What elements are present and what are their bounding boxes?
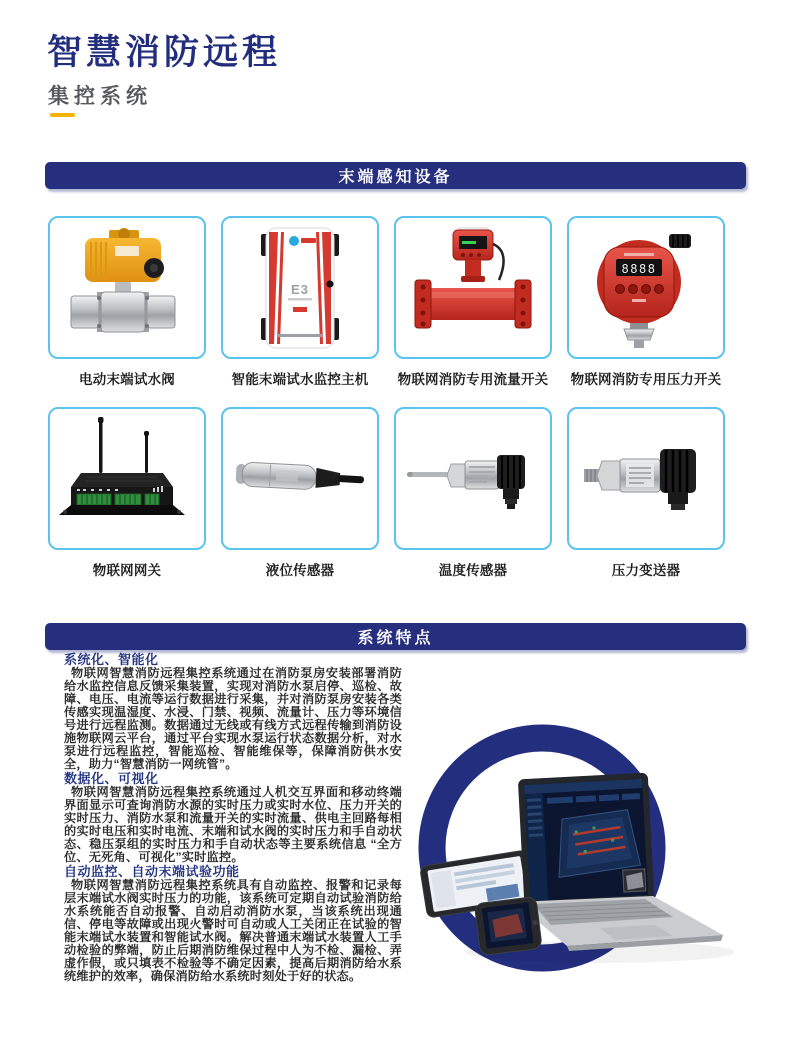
feature-section-systemization: [64, 653, 402, 771]
product-card: [394, 407, 552, 550]
product-cell-pressure-transmitter: [567, 407, 725, 579]
feature-section-visualization: [64, 772, 402, 864]
feature-heading: 自动监控、自动末端试验功能: [64, 864, 240, 879]
product-card: [221, 407, 379, 550]
iot-gateway-image: [57, 417, 197, 541]
product-card: [221, 216, 379, 359]
product-caption: 压力变送器: [611, 563, 681, 578]
product-caption: 电动末端试水阀: [79, 372, 175, 387]
page-title: 智慧消防远程: [47, 33, 282, 72]
product-cell-pressure-switch: [567, 216, 725, 388]
product-cell-level-sensor: [221, 407, 379, 579]
product-caption: 物联网消防专用流量开关: [397, 372, 549, 387]
product-caption: 温度传感器: [438, 563, 508, 578]
product-caption: 智能末端试水监控主机: [231, 372, 369, 387]
pressure-transmitter-image: [576, 417, 716, 541]
flow-switch-image: [403, 226, 543, 350]
feature-body: 物联网智慧消防远程集控系统通过在消防泵房安装部署消防给水监控信息反馈采集装置，实现对消防水泵启停、巡检、故障、电压、电流等运行数据进行采集，并对消防泵房安装各类传感实现温湿度、水浸、门禁、视频、流量计、压力等环境信号进行远程监测。数据通过无线或有线方式远程传输到消防设施物联网云平台，通过平台实现水泵运行状态数据分析，对水泵进行远程监控，智能巡检、智能维保等，保障消防供水安全，助力“智慧消防一网统管”。: [64, 666, 402, 771]
temperature-sensor-image: [403, 417, 543, 541]
section-banner-features-label: 系统特点: [357, 630, 434, 647]
product-cell-electric-test-valve: [48, 216, 206, 388]
monitoring-devices-illustration: [415, 688, 773, 1000]
product-cell-temperature-sensor: [394, 407, 552, 579]
product-cell-iot-gateway: [48, 407, 206, 579]
page-subtitle: 集控系统: [48, 85, 152, 108]
product-cell-flow-switch: [394, 216, 552, 388]
product-card: [48, 407, 206, 550]
feature-body: 物联网智慧消防远程集控系统具有自动监控、报警和记录每层末端试水阀实时压力的功能，该系统可定期自动试验消防给水系统能否自动报警、自动启动消防水泵，当该系统出现通信、停电等故障或出现火警时可自动或人工关闭正在试验的智能末端试水装置和智能试水阀。解决普通末端试水装置人工手动检验的弊端，防止后期消防维保过程中人为不检、漏检、弄虚作假，或只填表不检验等不确定因素，提高后期消防给水系统维护的效率，确保消防给水系统时刻处于好的状态。: [64, 878, 402, 983]
product-card: [394, 216, 552, 359]
feature-body: 物联网智慧消防远程集控系统通过人机交互界面和移动终端界面显示可查询消防水源的实时压力或实时水位、压力开关的实时压力、消防水泵和流量开关的实时流量、供电主回路每相的实时电压和实时电流、末端和试水阀的实时压力和手自动状态、稳压泵组的实时压力和手自动状态等主要系统信息 “全方位、无死角、可视化”实时监控。: [64, 785, 402, 864]
feature-section-auto-test: [64, 865, 402, 983]
product-card: [567, 407, 725, 550]
section-banner-features: [45, 623, 746, 650]
feature-heading: 系统化、智能化: [64, 652, 159, 667]
level-sensor-image: [230, 417, 370, 541]
feature-heading: 数据化、可视化: [64, 771, 159, 786]
product-cell-monitoring-host: [221, 216, 379, 388]
laptop-screen: [518, 773, 655, 908]
phone: [474, 896, 542, 955]
accent-dash: [50, 113, 75, 117]
section-banner-devices: [45, 162, 746, 189]
pressure-switch-display: 8888: [621, 261, 657, 276]
features-text: [64, 653, 402, 984]
product-caption: 物联网网关: [92, 563, 162, 578]
product-card: [567, 216, 725, 359]
product-caption: 液位传感器: [265, 563, 335, 578]
product-card: [48, 216, 206, 359]
product-caption: 物联网消防专用压力开关: [570, 372, 722, 387]
host-model-label: E3: [291, 281, 309, 297]
pressure-switch-image: [576, 226, 716, 350]
electric-test-valve-image: [57, 226, 197, 350]
monitoring-host-image: [230, 226, 370, 350]
section-banner-devices-label: 末端感知设备: [338, 169, 453, 186]
